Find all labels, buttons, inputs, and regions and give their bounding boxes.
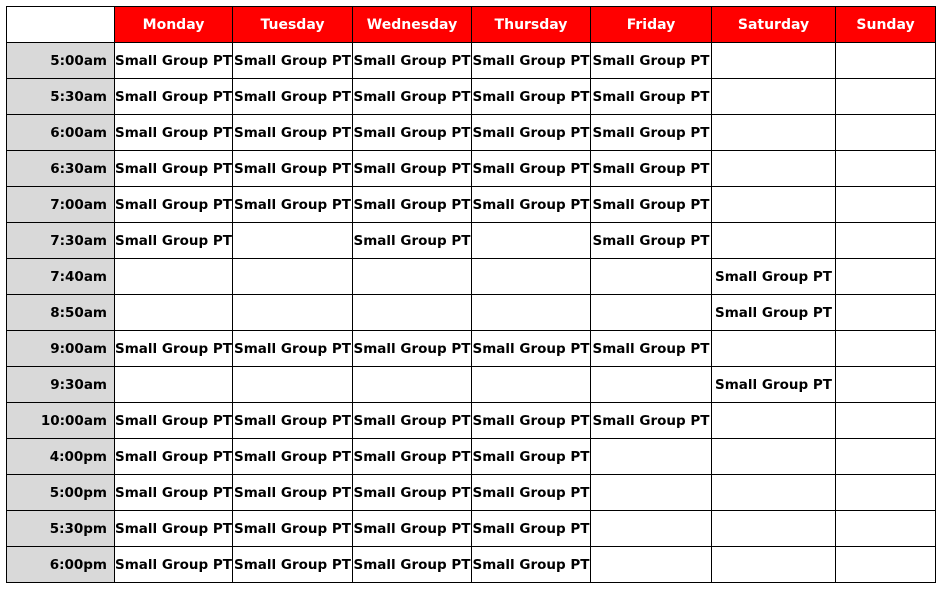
schedule-row — [7, 475, 936, 511]
class-slot-cell: Small Group PT — [233, 547, 353, 583]
time-cell: 6:00pm — [7, 547, 115, 583]
class-slot-cell: Small Group PT — [115, 187, 233, 223]
class-slot-cell: Small Group PT — [591, 223, 712, 259]
day-header-saturday: Saturday — [712, 7, 836, 43]
class-slot-cell — [836, 115, 936, 151]
class-slot-cell: Small Group PT — [233, 475, 353, 511]
class-slot-cell — [591, 439, 712, 475]
class-slot-cell — [353, 259, 472, 295]
class-slot-cell — [712, 475, 836, 511]
class-slot-cell — [836, 79, 936, 115]
class-slot-cell — [836, 187, 936, 223]
class-slot-cell: Small Group PT — [472, 439, 591, 475]
class-slot-cell — [591, 367, 712, 403]
class-slot-cell: Small Group PT — [591, 187, 712, 223]
schedule-row — [7, 259, 936, 295]
schedule-row — [7, 115, 936, 151]
class-slot-cell — [836, 439, 936, 475]
time-cell: 5:00am — [7, 43, 115, 79]
class-slot-cell — [836, 511, 936, 547]
time-cell: 7:00am — [7, 187, 115, 223]
class-slot-cell: Small Group PT — [353, 331, 472, 367]
class-slot-cell — [472, 259, 591, 295]
class-slot-cell: Small Group PT — [115, 547, 233, 583]
schedule-row — [7, 367, 936, 403]
class-slot-cell: Small Group PT — [353, 223, 472, 259]
class-slot-cell — [712, 187, 836, 223]
class-slot-cell — [836, 367, 936, 403]
schedule-row — [7, 79, 936, 115]
class-slot-cell: Small Group PT — [353, 403, 472, 439]
class-slot-cell: Small Group PT — [353, 43, 472, 79]
class-slot-cell — [836, 331, 936, 367]
schedule-row — [7, 295, 936, 331]
class-slot-cell — [472, 367, 591, 403]
class-slot-cell — [712, 43, 836, 79]
class-slot-cell — [591, 295, 712, 331]
class-slot-cell: Small Group PT — [712, 367, 836, 403]
class-slot-cell: Small Group PT — [472, 511, 591, 547]
schedule-row — [7, 151, 936, 187]
class-slot-cell: Small Group PT — [591, 79, 712, 115]
class-slot-cell — [353, 367, 472, 403]
class-slot-cell: Small Group PT — [233, 511, 353, 547]
class-slot-cell — [712, 115, 836, 151]
class-slot-cell: Small Group PT — [353, 79, 472, 115]
class-slot-cell: Small Group PT — [591, 115, 712, 151]
class-slot-cell — [836, 43, 936, 79]
schedule-row — [7, 187, 936, 223]
class-slot-cell: Small Group PT — [115, 331, 233, 367]
class-slot-cell: Small Group PT — [353, 187, 472, 223]
class-slot-cell: Small Group PT — [115, 223, 233, 259]
class-slot-cell — [712, 223, 836, 259]
class-slot-cell — [712, 547, 836, 583]
class-slot-cell — [115, 295, 233, 331]
time-cell: 9:00am — [7, 331, 115, 367]
class-slot-cell: Small Group PT — [233, 79, 353, 115]
day-header-sunday: Sunday — [836, 7, 936, 43]
class-slot-cell — [353, 295, 472, 331]
class-slot-cell: Small Group PT — [353, 475, 472, 511]
class-slot-cell: Small Group PT — [472, 547, 591, 583]
class-slot-cell — [836, 547, 936, 583]
schedule-row — [7, 403, 936, 439]
class-schedule-table — [6, 6, 936, 583]
class-slot-cell: Small Group PT — [233, 187, 353, 223]
class-slot-cell: Small Group PT — [115, 439, 233, 475]
class-slot-cell — [233, 367, 353, 403]
class-slot-cell: Small Group PT — [472, 187, 591, 223]
schedule-body — [7, 43, 936, 583]
time-cell: 6:00am — [7, 115, 115, 151]
class-slot-cell — [836, 295, 936, 331]
class-slot-cell: Small Group PT — [115, 115, 233, 151]
class-slot-cell — [836, 475, 936, 511]
class-slot-cell: Small Group PT — [233, 151, 353, 187]
class-slot-cell: Small Group PT — [591, 331, 712, 367]
class-slot-cell: Small Group PT — [472, 43, 591, 79]
day-header-monday: Monday — [115, 7, 233, 43]
class-slot-cell: Small Group PT — [591, 151, 712, 187]
class-slot-cell — [712, 403, 836, 439]
time-cell: 4:00pm — [7, 439, 115, 475]
class-slot-cell: Small Group PT — [472, 151, 591, 187]
class-slot-cell — [233, 259, 353, 295]
schedule-row — [7, 439, 936, 475]
time-cell: 6:30am — [7, 151, 115, 187]
class-slot-cell: Small Group PT — [472, 403, 591, 439]
class-slot-cell — [591, 259, 712, 295]
header-corner-cell — [7, 7, 115, 43]
time-cell: 9:30am — [7, 367, 115, 403]
class-slot-cell: Small Group PT — [472, 475, 591, 511]
time-cell: 5:30pm — [7, 511, 115, 547]
day-header-thursday: Thursday — [472, 7, 591, 43]
class-slot-cell: Small Group PT — [353, 151, 472, 187]
schedule-row — [7, 331, 936, 367]
class-slot-cell — [712, 331, 836, 367]
class-slot-cell — [712, 439, 836, 475]
class-slot-cell: Small Group PT — [115, 403, 233, 439]
class-slot-cell — [591, 547, 712, 583]
schedule-row — [7, 511, 936, 547]
class-slot-cell — [472, 295, 591, 331]
time-cell: 8:50am — [7, 295, 115, 331]
time-cell: 7:40am — [7, 259, 115, 295]
class-slot-cell: Small Group PT — [233, 331, 353, 367]
class-slot-cell: Small Group PT — [233, 43, 353, 79]
day-header-wednesday: Wednesday — [353, 7, 472, 43]
class-slot-cell: Small Group PT — [472, 79, 591, 115]
class-slot-cell: Small Group PT — [115, 475, 233, 511]
schedule-row — [7, 547, 936, 583]
time-cell: 10:00am — [7, 403, 115, 439]
day-header-tuesday: Tuesday — [233, 7, 353, 43]
class-slot-cell: Small Group PT — [233, 115, 353, 151]
class-slot-cell — [472, 223, 591, 259]
class-slot-cell — [836, 151, 936, 187]
class-slot-cell — [712, 151, 836, 187]
class-slot-cell: Small Group PT — [353, 547, 472, 583]
class-slot-cell: Small Group PT — [115, 79, 233, 115]
class-slot-cell — [712, 511, 836, 547]
class-slot-cell — [836, 403, 936, 439]
class-slot-cell: Small Group PT — [712, 295, 836, 331]
schedule-row — [7, 43, 936, 79]
class-slot-cell: Small Group PT — [591, 43, 712, 79]
schedule-container — [6, 6, 936, 583]
class-slot-cell — [836, 259, 936, 295]
class-slot-cell: Small Group PT — [115, 43, 233, 79]
class-slot-cell: Small Group PT — [353, 439, 472, 475]
class-slot-cell: Small Group PT — [591, 403, 712, 439]
class-slot-cell: Small Group PT — [115, 511, 233, 547]
day-header-friday: Friday — [591, 7, 712, 43]
class-slot-cell — [591, 475, 712, 511]
class-slot-cell — [233, 295, 353, 331]
time-cell: 5:30am — [7, 79, 115, 115]
class-slot-cell: Small Group PT — [472, 331, 591, 367]
class-slot-cell: Small Group PT — [353, 511, 472, 547]
class-slot-cell: Small Group PT — [233, 439, 353, 475]
class-slot-cell: Small Group PT — [472, 115, 591, 151]
class-slot-cell — [115, 367, 233, 403]
class-slot-cell — [233, 223, 353, 259]
class-slot-cell — [115, 259, 233, 295]
class-slot-cell — [712, 79, 836, 115]
class-slot-cell — [836, 223, 936, 259]
time-cell: 7:30am — [7, 223, 115, 259]
class-slot-cell: Small Group PT — [712, 259, 836, 295]
class-slot-cell: Small Group PT — [233, 403, 353, 439]
schedule-row — [7, 223, 936, 259]
class-slot-cell: Small Group PT — [115, 151, 233, 187]
header-row — [7, 7, 936, 43]
class-slot-cell — [591, 511, 712, 547]
time-cell: 5:00pm — [7, 475, 115, 511]
class-slot-cell: Small Group PT — [353, 115, 472, 151]
